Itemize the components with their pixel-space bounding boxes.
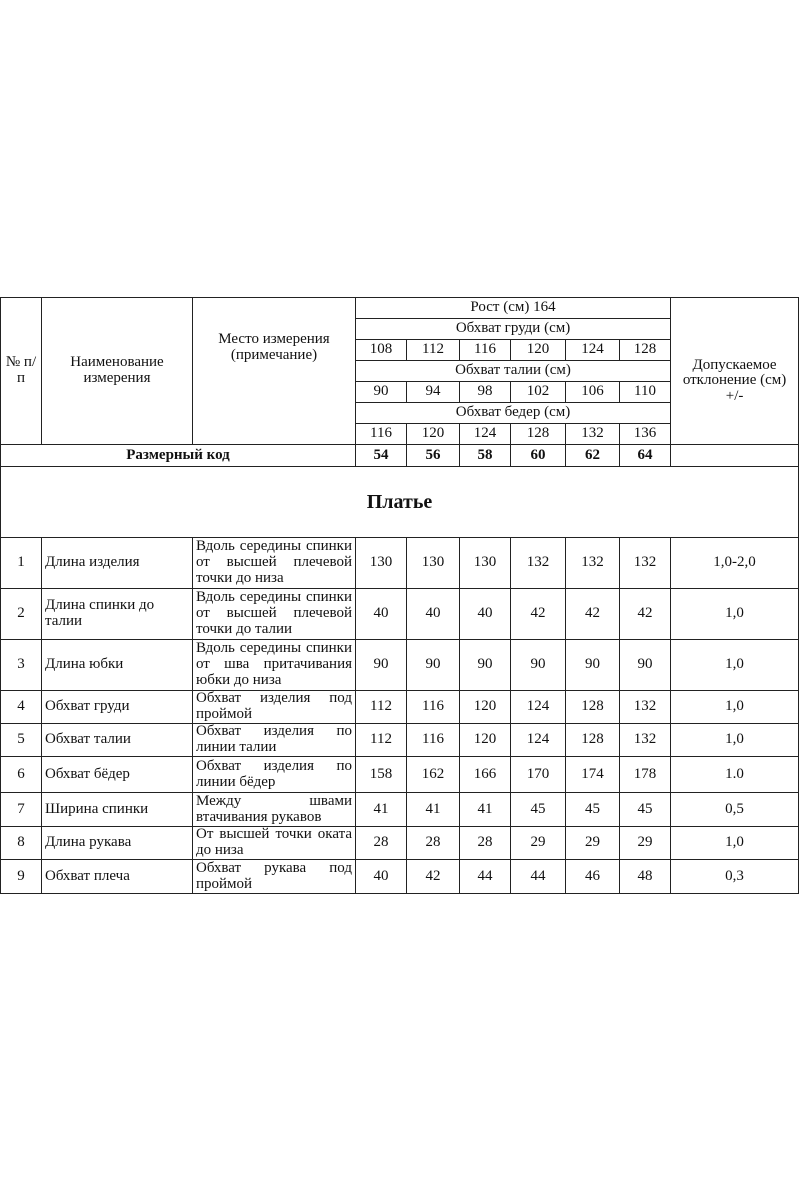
tolerance-value: 0,5 (671, 793, 799, 827)
measurement-value: 42 (407, 860, 460, 894)
measurement-value: 132 (620, 538, 671, 589)
measurement-value: 40 (407, 589, 460, 640)
measurement-name: Обхват талии (42, 724, 193, 757)
height-header: Рост (см) 164 (356, 298, 671, 319)
size-code-value: 56 (407, 445, 460, 467)
hips-value: 128 (511, 424, 566, 445)
tolerance-value: 1.0 (671, 757, 799, 793)
measurement-value: 124 (511, 724, 566, 757)
measurement-value: 112 (356, 724, 407, 757)
measurement-value: 42 (620, 589, 671, 640)
table-row (1, 793, 799, 827)
measurement-value: 130 (407, 538, 460, 589)
chest-value: 120 (511, 340, 566, 361)
measurement-value: 90 (620, 640, 671, 691)
measurement-name: Длина спинки до талии (42, 589, 193, 640)
measurement-value: 120 (460, 691, 511, 724)
num-header: № п/п (1, 298, 42, 445)
size-code-value: 64 (620, 445, 671, 467)
chest-value: 108 (356, 340, 407, 361)
tolerance-value: 1,0 (671, 827, 799, 860)
measurement-value: 162 (407, 757, 460, 793)
measurement-value: 170 (511, 757, 566, 793)
chest-value: 124 (566, 340, 620, 361)
measurement-note: От высшей точки оката до низа (193, 827, 356, 860)
measurement-name: Обхват груди (42, 691, 193, 724)
section (1, 467, 799, 538)
waist-value: 90 (356, 382, 407, 403)
row-number: 2 (1, 589, 42, 640)
measurement-note: Обхват изделия под проймой (193, 691, 356, 724)
table-row (1, 691, 799, 724)
measurement-value: 29 (620, 827, 671, 860)
measurement-note: Между швами втачивания рукавов (193, 793, 356, 827)
tolerance-value: 1,0 (671, 691, 799, 724)
measurement-value: 42 (511, 589, 566, 640)
row-number: 6 (1, 757, 42, 793)
measurement-value: 44 (511, 860, 566, 894)
measurement-note: Обхват рукава под проймой (193, 860, 356, 894)
row-number: 7 (1, 793, 42, 827)
table-row (1, 757, 799, 793)
waist-header: Обхват талии (см) (356, 361, 671, 382)
measurement-value: 120 (460, 724, 511, 757)
hips-value: 116 (356, 424, 407, 445)
measurement-value: 45 (620, 793, 671, 827)
tolerance-value: 1,0 (671, 589, 799, 640)
measurement-value: 29 (511, 827, 566, 860)
measurement-value: 40 (356, 860, 407, 894)
measurement-value: 90 (407, 640, 460, 691)
measurement-value: 130 (356, 538, 407, 589)
row-number: 3 (1, 640, 42, 691)
tolerance-value: 1,0 (671, 724, 799, 757)
measurement-value: 90 (356, 640, 407, 691)
measurement-value: 40 (460, 589, 511, 640)
tolerance-value: 1,0-2,0 (671, 538, 799, 589)
measurement-note: Вдоль середины спинки от высшей плечевой точки до талии (193, 589, 356, 640)
measurement-note: Обхват изделия по линии талии (193, 724, 356, 757)
row-number: 8 (1, 827, 42, 860)
chest-value: 112 (407, 340, 460, 361)
hips-header: Обхват бедер (см) (356, 403, 671, 424)
size-chart (0, 297, 800, 894)
waist-value: 98 (460, 382, 511, 403)
measurement-value: 132 (566, 538, 620, 589)
measurement-value: 42 (566, 589, 620, 640)
size-code-label: Размерный код (1, 445, 356, 467)
tolerance-value: 1,0 (671, 640, 799, 691)
chest-value: 128 (620, 340, 671, 361)
measurement-name: Длина рукава (42, 827, 193, 860)
chest-header: Обхват груди (см) (356, 319, 671, 340)
place-header: Место измерения (примечание) (193, 298, 356, 445)
measurement-value: 41 (356, 793, 407, 827)
table-row (1, 860, 799, 894)
hips-value: 124 (460, 424, 511, 445)
measurement-value: 116 (407, 691, 460, 724)
measurement-value: 28 (460, 827, 511, 860)
measurement-value: 166 (460, 757, 511, 793)
hips-value: 136 (620, 424, 671, 445)
measurement-name: Длина юбки (42, 640, 193, 691)
waist-value: 94 (407, 382, 460, 403)
hips-value: 132 (566, 424, 620, 445)
measurement-value: 28 (356, 827, 407, 860)
size-table (0, 297, 799, 894)
measurement-value: 112 (356, 691, 407, 724)
measurement-value: 90 (460, 640, 511, 691)
measurement-name: Длина изделия (42, 538, 193, 589)
name-header: Наименование измерения (42, 298, 193, 445)
measurement-name: Ширина спинки (42, 793, 193, 827)
size-code-value: 54 (356, 445, 407, 467)
measurement-value: 28 (407, 827, 460, 860)
measurement-name: Обхват плеча (42, 860, 193, 894)
measurement-value: 41 (460, 793, 511, 827)
waist-value: 110 (620, 382, 671, 403)
size-code-value: 62 (566, 445, 620, 467)
row-number: 9 (1, 860, 42, 894)
measurement-value: 132 (620, 691, 671, 724)
table-row (1, 827, 799, 860)
row-number: 4 (1, 691, 42, 724)
measurement-value: 44 (460, 860, 511, 894)
measurement-value: 90 (511, 640, 566, 691)
measurement-note: Обхват изделия по линии бёдер (193, 757, 356, 793)
row-number: 1 (1, 538, 42, 589)
measurement-value: 158 (356, 757, 407, 793)
hips-value: 120 (407, 424, 460, 445)
tolerance-value: 0,3 (671, 860, 799, 894)
table-row (1, 538, 799, 589)
table-header (1, 298, 799, 467)
measurement-note: Вдоль середины спинки от высшей плечевой точки до низа (193, 538, 356, 589)
measurement-value: 178 (620, 757, 671, 793)
size-code-value: 58 (460, 445, 511, 467)
measurement-value: 46 (566, 860, 620, 894)
size-code-row (1, 445, 799, 467)
chest-value: 116 (460, 340, 511, 361)
measurement-value: 90 (566, 640, 620, 691)
section-title: Платье (1, 467, 799, 538)
waist-value: 102 (511, 382, 566, 403)
table-row (1, 640, 799, 691)
table-row (1, 589, 799, 640)
table-row (1, 724, 799, 757)
measurement-value: 116 (407, 724, 460, 757)
measurement-value: 132 (511, 538, 566, 589)
measurement-value: 29 (566, 827, 620, 860)
measurement-value: 128 (566, 724, 620, 757)
row-number: 5 (1, 724, 42, 757)
waist-value: 106 (566, 382, 620, 403)
measurement-value: 45 (566, 793, 620, 827)
measurement-note: Вдоль середины спинки от шва притачивания юбки до низа (193, 640, 356, 691)
measurement-name: Обхват бёдер (42, 757, 193, 793)
measurement-value: 128 (566, 691, 620, 724)
measurement-value: 130 (460, 538, 511, 589)
measurement-value: 124 (511, 691, 566, 724)
tolerance-header: Допускаемое отклонение (см) +/- (671, 319, 799, 445)
measurement-value: 45 (511, 793, 566, 827)
measurement-value: 48 (620, 860, 671, 894)
size-code-value: 60 (511, 445, 566, 467)
measurement-rows (1, 538, 799, 894)
measurement-value: 174 (566, 757, 620, 793)
measurement-value: 132 (620, 724, 671, 757)
measurement-value: 40 (356, 589, 407, 640)
measurement-value: 41 (407, 793, 460, 827)
